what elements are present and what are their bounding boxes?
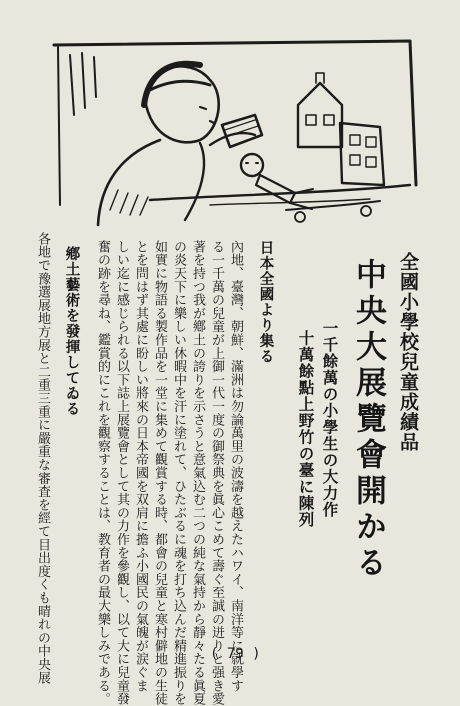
body-line: 奮の跡を尋ね、鑑賞的にこれを觀察することは、教育者の最大樂しみである。: [95, 240, 110, 706]
body-line: とを問はず其處に盼しい將來の日本帝國を双肩に擔ふ小國民の氣魄が涙ぐま: [133, 240, 148, 693]
subtitle-line-1: 一千餘萬の小學生の大力作: [320, 320, 340, 518]
page-number: ( 79 ): [210, 646, 261, 662]
body-line: る一千萬の兒童が上御一代一度の御祭典を眞心こめて壽ぐ至誠の迸りと强き愛: [209, 240, 224, 706]
illustration-child-reading: [50, 35, 420, 235]
kicker: 全國小學校兒童成績品: [397, 252, 419, 452]
body-line: 著を持つ我が鄕土の誇りを示さうと意氣込む二つの純な氣持から靜々たる眞夏: [190, 240, 205, 706]
body-line: 如實に物語る製作品を一堂に集めて觀賞する時、都會の兒童と寒村僻地の生徒: [152, 240, 167, 706]
body-line: の炎天下に樂しい休暇中を汗に塗れて、ひたぶるに魂を打ち込んだ精進振りを: [171, 240, 186, 706]
body-line: しい迄に感じられる以下誌上展覽會として其の力作を參觀し、以て大に兒童發: [114, 240, 129, 706]
body-line: 內地、臺灣、朝鮮、滿洲は勿論萬里の波濤を越えたハワイ、南洋等に就學す: [228, 240, 243, 693]
section-heading-1: 日本全國より集る: [257, 240, 275, 364]
article-title: 中央大展覽會開かる: [350, 258, 386, 582]
subtitle-line-2: 十萬餘點上野竹の臺に陳列: [296, 330, 316, 528]
section-heading-2: 鄕土藝術を發揮してゐる: [63, 246, 81, 417]
body-line: 各地で豫選展地方展と二重三重に嚴重な審査を經て目出度くも晴れの中央展: [35, 232, 50, 685]
